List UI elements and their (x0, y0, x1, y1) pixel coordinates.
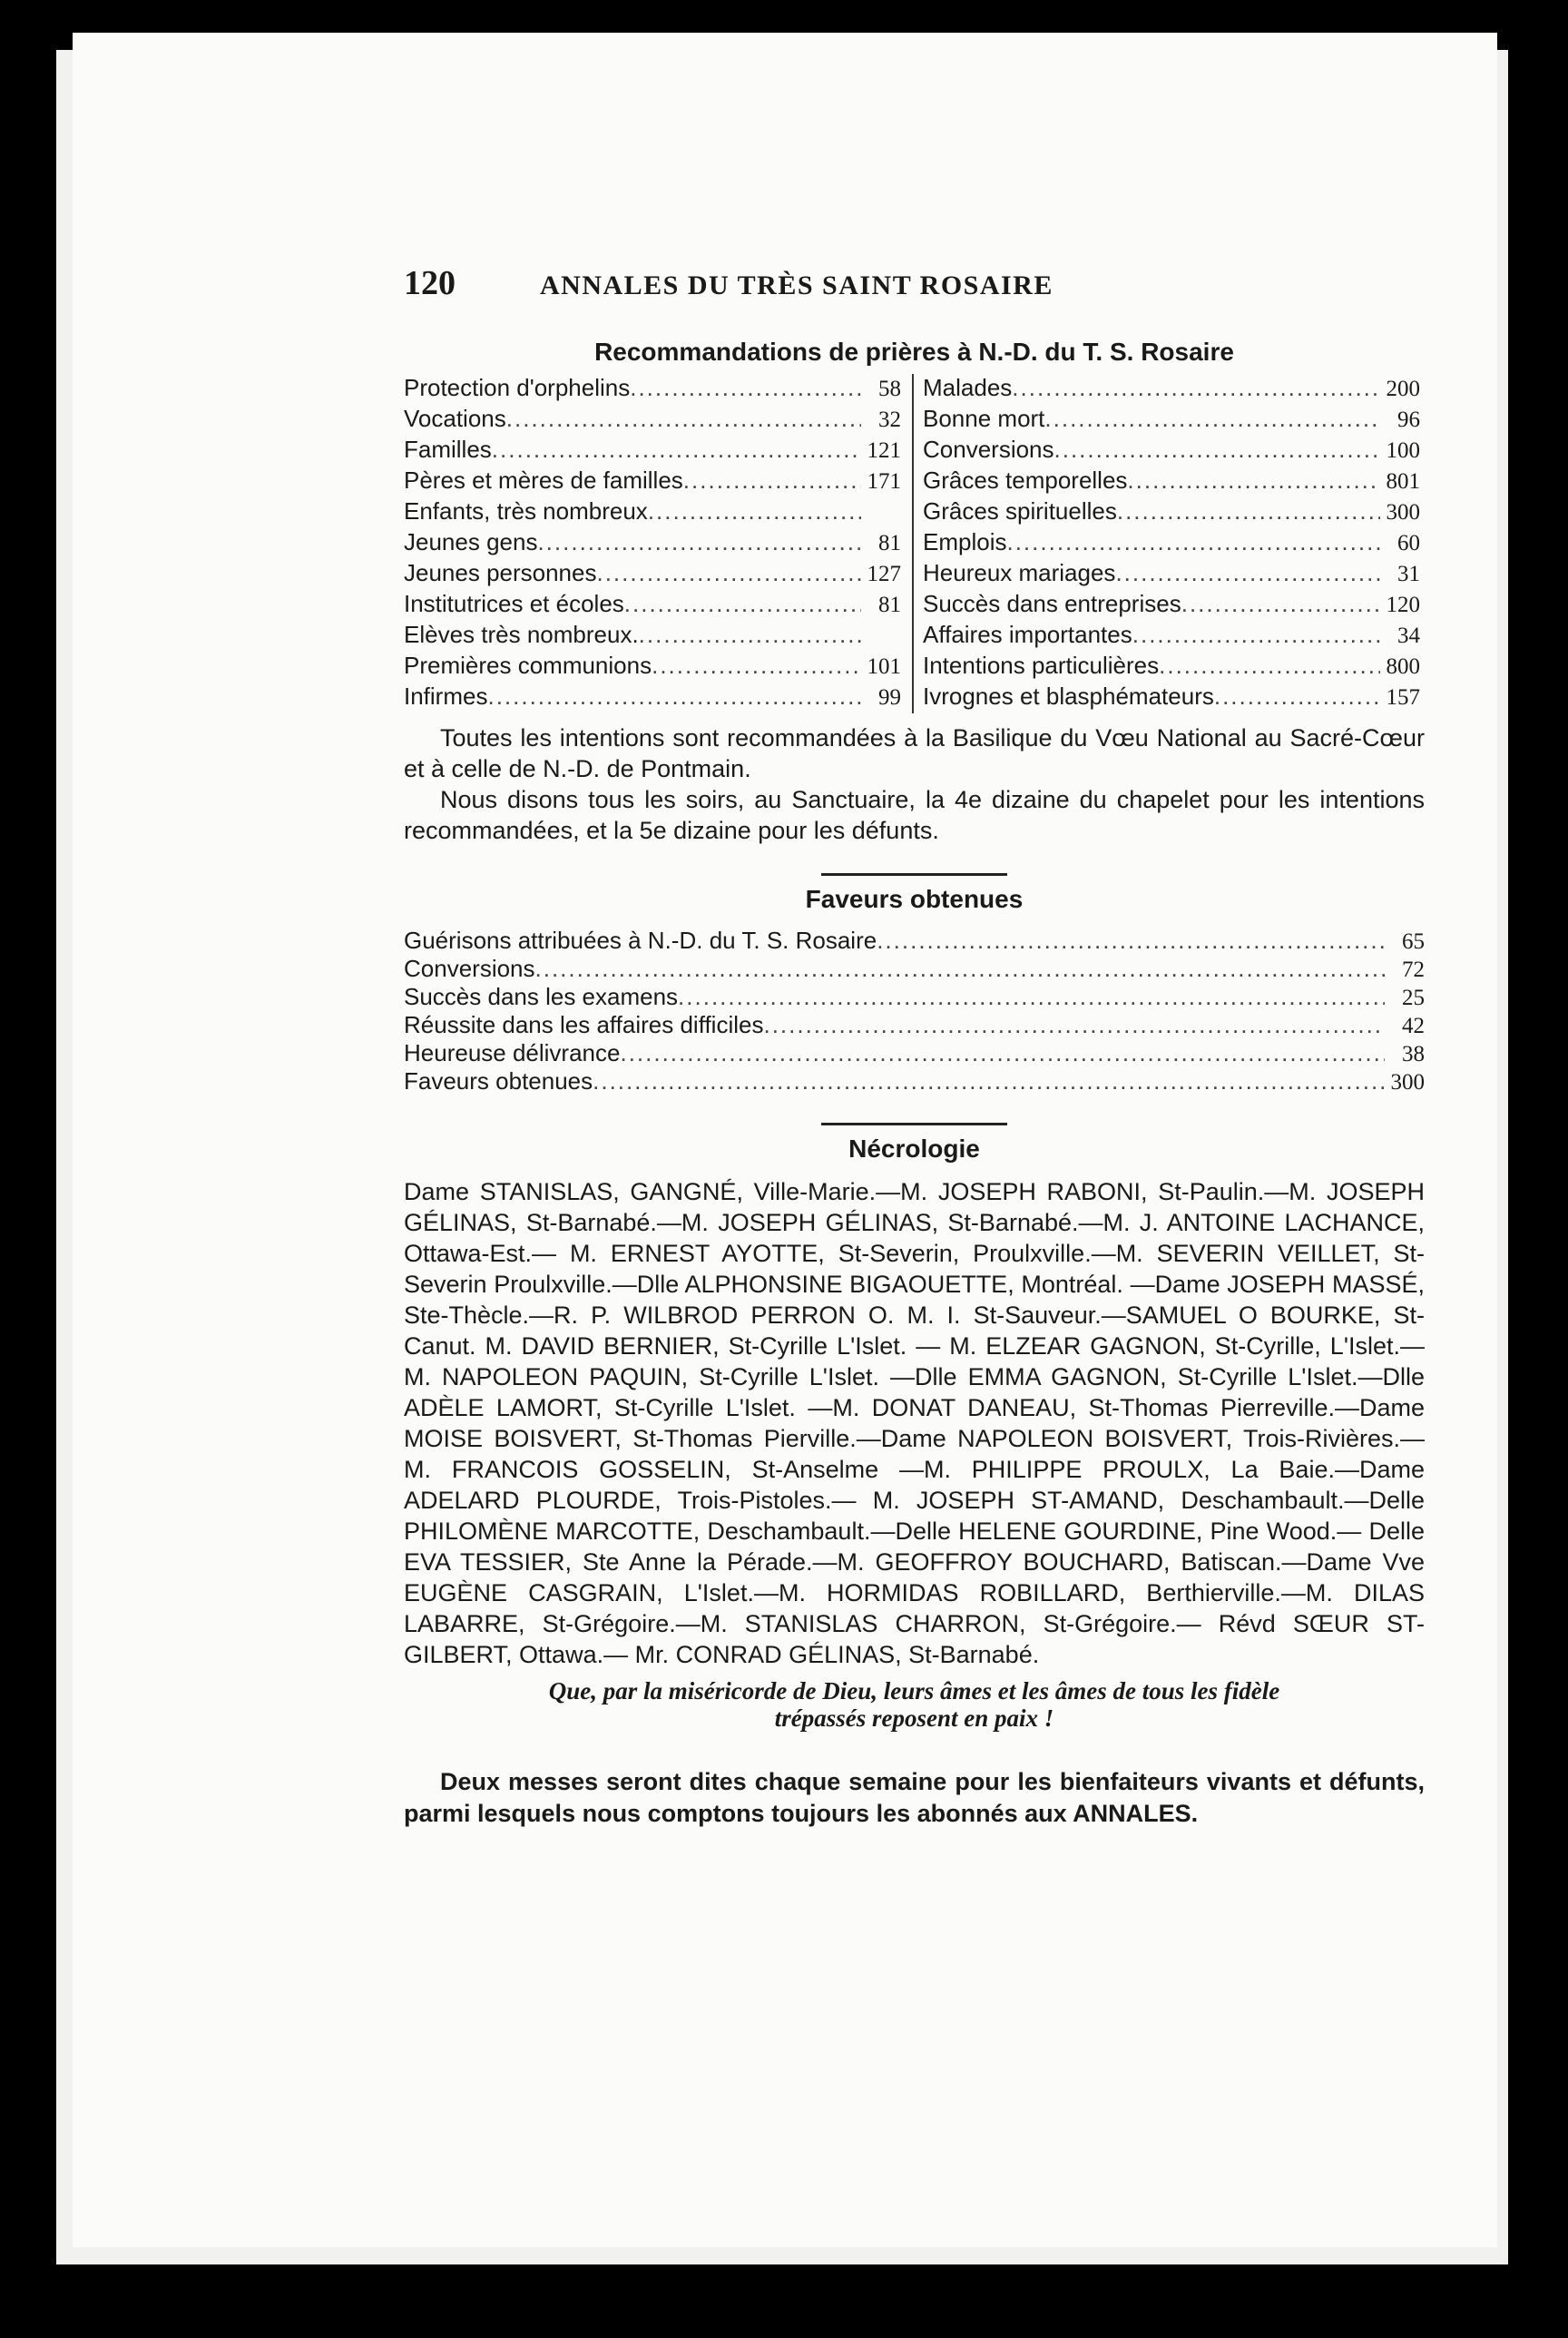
item-count: 65 (1402, 929, 1425, 954)
item-count: 99 (878, 685, 901, 710)
recommendations-title: Recommandations de prières à N.-D. du T. S. Rosaire (594, 338, 1234, 366)
item-label: Pères et mères de familles (404, 467, 683, 494)
page-content (404, 263, 1425, 1854)
prayer-text (404, 1677, 1425, 1732)
prayer-line-1: Que, par la miséricorde de Dieu, leurs âmes et les âmes de tous les fidèle (548, 1677, 1280, 1704)
item-label: Grâces spirituelles (923, 497, 1117, 525)
item-count: 25 (1402, 986, 1425, 1010)
item-count: 72 (1402, 958, 1425, 982)
list-item (404, 559, 901, 590)
necrology-title: Nécrologie (848, 1135, 980, 1163)
list-item (923, 374, 1420, 405)
list-item (923, 467, 1420, 497)
item-label: Heureuse délivrance (404, 1039, 621, 1066)
list-item (404, 436, 901, 467)
item-count: 300 (1390, 1070, 1425, 1095)
item-label: Affaires importantes (923, 621, 1132, 648)
list-item (923, 436, 1420, 467)
item-label: Premières communions (404, 652, 652, 679)
item-count: 81 (878, 593, 901, 617)
running-title: ANNALES DU TRÈS SAINT ROSAIRE (540, 270, 1054, 300)
item-count: 200 (1386, 377, 1420, 401)
recommendations-table (404, 374, 1425, 713)
item-label: Succès dans les examens (404, 983, 679, 1010)
item-label: Réussite dans les affaires difficiles (404, 1011, 764, 1038)
item-label: Vocations (404, 405, 506, 432)
list-item (923, 528, 1420, 559)
list-item (404, 528, 901, 559)
item-count: 121 (867, 438, 901, 463)
list-item (923, 590, 1420, 621)
item-label: Familles (404, 436, 492, 463)
list-item (404, 621, 901, 652)
item-label: Ivrognes et blasphémateurs (923, 683, 1214, 710)
item-label: Intentions particulières (923, 652, 1160, 679)
intentions-paragraph: Toutes les intentions sont recommandées à la Basilique du Vœu National au Sacré-Cœur et à celle de N.-D. de Pontmain. (404, 724, 1425, 782)
item-label: Grâces temporelles (923, 467, 1128, 494)
item-count: 60 (1397, 531, 1420, 555)
list-item (923, 559, 1420, 590)
favors-title: Faveurs obtenues (805, 885, 1024, 913)
item-label: Elèves très nombreux. (404, 621, 639, 648)
list-item (923, 405, 1420, 436)
list-item (404, 1067, 1425, 1095)
list-item (404, 590, 901, 621)
item-count: 101 (867, 654, 901, 679)
recommendations-right-column (912, 374, 1420, 713)
item-count: 120 (1386, 593, 1420, 617)
list-item (404, 497, 901, 528)
item-label: Emplois (923, 528, 1007, 555)
item-count: 801 (1386, 469, 1420, 494)
list-item (404, 1039, 1425, 1067)
list-item (404, 683, 901, 713)
masses-notice: Deux messes seront dites chaque semaine pour les bienfaiteurs vivants et défunts, parmi lesquels nous comptons toujours les abonnés aux ANNALES. (404, 1768, 1425, 1827)
list-item (404, 955, 1425, 983)
item-count: 157 (1386, 685, 1420, 710)
list-item (923, 497, 1420, 528)
list-item (923, 621, 1420, 652)
list-item (923, 652, 1420, 683)
item-count: 38 (1402, 1042, 1425, 1066)
list-item (404, 983, 1425, 1011)
list-item (404, 467, 901, 497)
item-count: 127 (867, 562, 901, 586)
item-count: 96 (1397, 408, 1420, 432)
item-label: Jeunes gens (404, 528, 538, 555)
item-label: Conversions (404, 955, 535, 982)
necrology-body: Dame STANISLAS, GANGNÉ, Ville-Marie.—M. JOSEPH RABONI, St-Paulin.—M. JOSEPH GÉLINAS, St-Barnabé.—M. JOSEPH GÉLINAS, St-Barnabé.—M. J. ANTOINE LACHANCE, Ottawa-Est.— M. ERNEST AYOTTE, St-Severin, Proulxville.—M. SEVERIN VEILLET, St-Severin Proulxville.—Dlle ALPHONSINE BIGAOUETTE, Montréal. —Dame JOSEPH MASSÉ, Ste-Thècle.—R. P. WILBROD PERRON O. M. I. St-Sauveur.—SAMUEL O BOURKE, St-Canut. M. DAVID BERNIER, St-Cyrille L'Islet. — M. ELZEAR GAGNON, St-Cyrille, L'Islet.—M. NAPOLEON PAQUIN, St-Cyrille L'Islet. —Dlle EMMA GAGNON, St-Cyrille L'Islet.—Dlle ADÈLE LAMORT, St-Cyrille L'Islet. —M. DONAT DANEAU, St-Thomas Pierreville.—Dame MOISE BOISVERT, St-Thomas Pierville.—Dame NAPOLEON BOISVERT, Trois-Rivières.—M. FRANCOIS GOSSELIN, St-Anselme —M. PHILIPPE PROULX, La Baie.—Dame ADELARD PLOURDE, Trois-Pistoles.— M. JOSEPH ST-AMAND, Deschambault.—Delle PHILOMÈNE MARCOTTE, Deschambault.—Delle HELENE GOURDINE, Pine Wood.— Delle EVA TESSIER, Ste Anne la Pérade.—M. GEOFFROY BOUCHARD, Batiscan.—Dame Vve EUGÈNE CASGRAIN, L'Islet.—M. HORMIDAS ROBILLARD, Berthierville.—M. DILAS LABARRE, St-Grégoire.—M. STANISLAS CHARRON, St-Grégoire.— Révd SŒUR ST-GILBERT, Ottawa.— Mr. CONRAD GÉLINAS, St-Barnabé. (404, 1178, 1425, 1668)
item-label: Heureux mariages (923, 559, 1116, 586)
item-label: Institutrices et écoles (404, 590, 624, 617)
section-divider (821, 1123, 1007, 1125)
item-label: Succès dans entreprises (923, 590, 1181, 617)
page-number: 120 (404, 264, 456, 302)
prayer-line-2: trépassés reposent en paix ! (774, 1704, 1054, 1732)
item-label: Guérisons attribuées à N.-D. du T. S. Rosaire (404, 927, 877, 954)
item-label: Conversions (923, 436, 1054, 463)
item-label: Malades (923, 374, 1013, 401)
item-count: 32 (878, 408, 901, 432)
item-label: Enfants, très nombreux (404, 497, 648, 525)
item-count: 42 (1402, 1014, 1425, 1038)
recommendations-left-column (404, 374, 912, 713)
section-divider (821, 873, 1007, 876)
item-label: Bonne mort (923, 405, 1045, 432)
item-count: 58 (878, 377, 901, 401)
favors-list (404, 927, 1425, 1095)
item-label: Infirmes (404, 683, 488, 710)
list-item (923, 683, 1420, 713)
item-label: Jeunes personnes (404, 559, 597, 586)
list-item (404, 652, 901, 683)
list-item (404, 374, 901, 405)
item-count: 100 (1386, 438, 1420, 463)
item-count: 300 (1386, 500, 1420, 525)
rosary-paragraph: Nous disons tous les soirs, au Sanctuaire, la 4e dizaine du chapelet pour les intentions recommandées, et la 5e dizaine pour les défunts. (404, 786, 1425, 844)
item-label: Protection d'orphelins (404, 374, 631, 401)
list-item (404, 1011, 1425, 1039)
list-item (404, 405, 901, 436)
item-count: 34 (1397, 624, 1420, 648)
item-count: 31 (1397, 562, 1420, 586)
running-header (404, 263, 1425, 310)
item-count: 800 (1386, 654, 1420, 679)
item-count: 171 (867, 469, 901, 494)
list-item (404, 927, 1425, 955)
item-count: 81 (878, 531, 901, 555)
item-label: Faveurs obtenues (404, 1067, 593, 1095)
